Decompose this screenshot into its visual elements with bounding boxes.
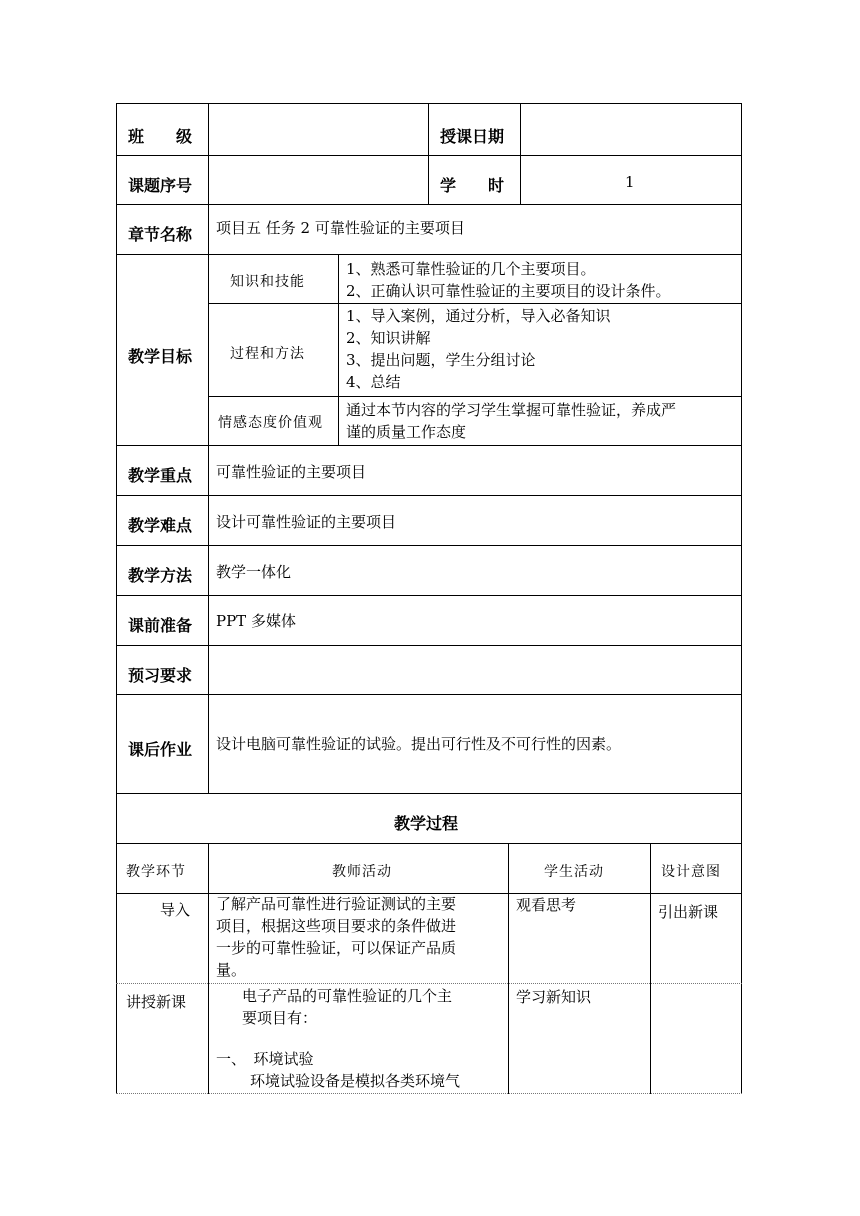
objective-line: 通过本节内容的学习学生掌握可靠性验证，养成严 <box>346 401 677 419</box>
process-stage: 导入 <box>160 901 191 919</box>
objective-line: 1、熟悉可靠性验证的几个主要项目。 <box>346 260 596 278</box>
chapter-label: 章节名称 <box>128 225 193 244</box>
hours-label: 学 时 <box>440 176 505 195</box>
objective-line: 2、知识讲解 <box>346 329 431 347</box>
homework-value: 设计电脑可靠性验证的试验。提出可行性及不可行性的因素。 <box>216 735 622 753</box>
objective-line: 2、正确认识可靠性验证的主要项目的设计条件。 <box>346 282 671 300</box>
objective-category-process: 过程和方法 <box>230 346 305 362</box>
student-activity: 学习新知识 <box>516 988 592 1006</box>
objective-line: 1、导入案例，通过分析，导入必备知识 <box>346 307 611 325</box>
teacher-line: 电子产品的可靠性验证的几个主 <box>242 987 453 1005</box>
design-intent: 引出新课 <box>658 903 719 921</box>
objective-line: 谨的质量工作态度 <box>346 423 467 441</box>
chapter-value: 项目五 任务 2 可靠性验证的主要项目 <box>216 219 465 237</box>
teacher-line: 了解产品可靠性进行验证测试的主要 <box>216 895 457 913</box>
focus-label: 教学重点 <box>128 466 193 485</box>
column-header-teacher: 教师活动 <box>332 864 392 880</box>
objective-line: 4、总结 <box>346 373 401 391</box>
objectives-label: 教学目标 <box>128 347 193 366</box>
teacher-line: 一步的可靠性验证，可以保证产品质 <box>216 939 457 957</box>
teacher-line: 环境试验设备是模拟各类环境气 <box>250 1072 461 1090</box>
method-label: 教学方法 <box>128 566 193 585</box>
date-label: 授课日期 <box>440 127 505 146</box>
column-header-student: 学生活动 <box>544 864 604 880</box>
teacher-line: 一、 环境试验 <box>216 1050 314 1068</box>
method-value: 教学一体化 <box>216 563 292 581</box>
objective-category-attitude: 情感态度价值观 <box>218 415 323 431</box>
objective-category-knowledge: 知识和技能 <box>230 274 305 290</box>
focus-value: 可靠性验证的主要项目 <box>216 463 367 481</box>
class-label: 班 级 <box>128 127 193 146</box>
topic-no-label: 课题序号 <box>128 176 193 195</box>
objective-line: 3、提出问题，学生分组讨论 <box>346 351 536 369</box>
teacher-line: 项目，根据这些项目要求的条件做进 <box>216 917 457 935</box>
teacher-line: 要项目有： <box>242 1009 318 1027</box>
process-stage: 讲授新课 <box>126 993 187 1011</box>
prep-label: 课前准备 <box>128 616 193 635</box>
column-header-stage: 教学环节 <box>126 864 186 880</box>
homework-label: 课后作业 <box>128 740 193 759</box>
student-activity: 观看思考 <box>516 896 577 914</box>
process-title: 教学过程 <box>394 814 459 833</box>
difficulty-label: 教学难点 <box>128 516 193 535</box>
preview-label: 预习要求 <box>128 666 193 685</box>
teacher-line: 量。 <box>216 961 247 979</box>
hours-value: 1 <box>625 173 635 191</box>
prep-value: PPT 多媒体 <box>216 612 296 630</box>
column-header-intent: 设计意图 <box>661 864 721 880</box>
difficulty-value: 设计可靠性验证的主要项目 <box>216 513 397 531</box>
